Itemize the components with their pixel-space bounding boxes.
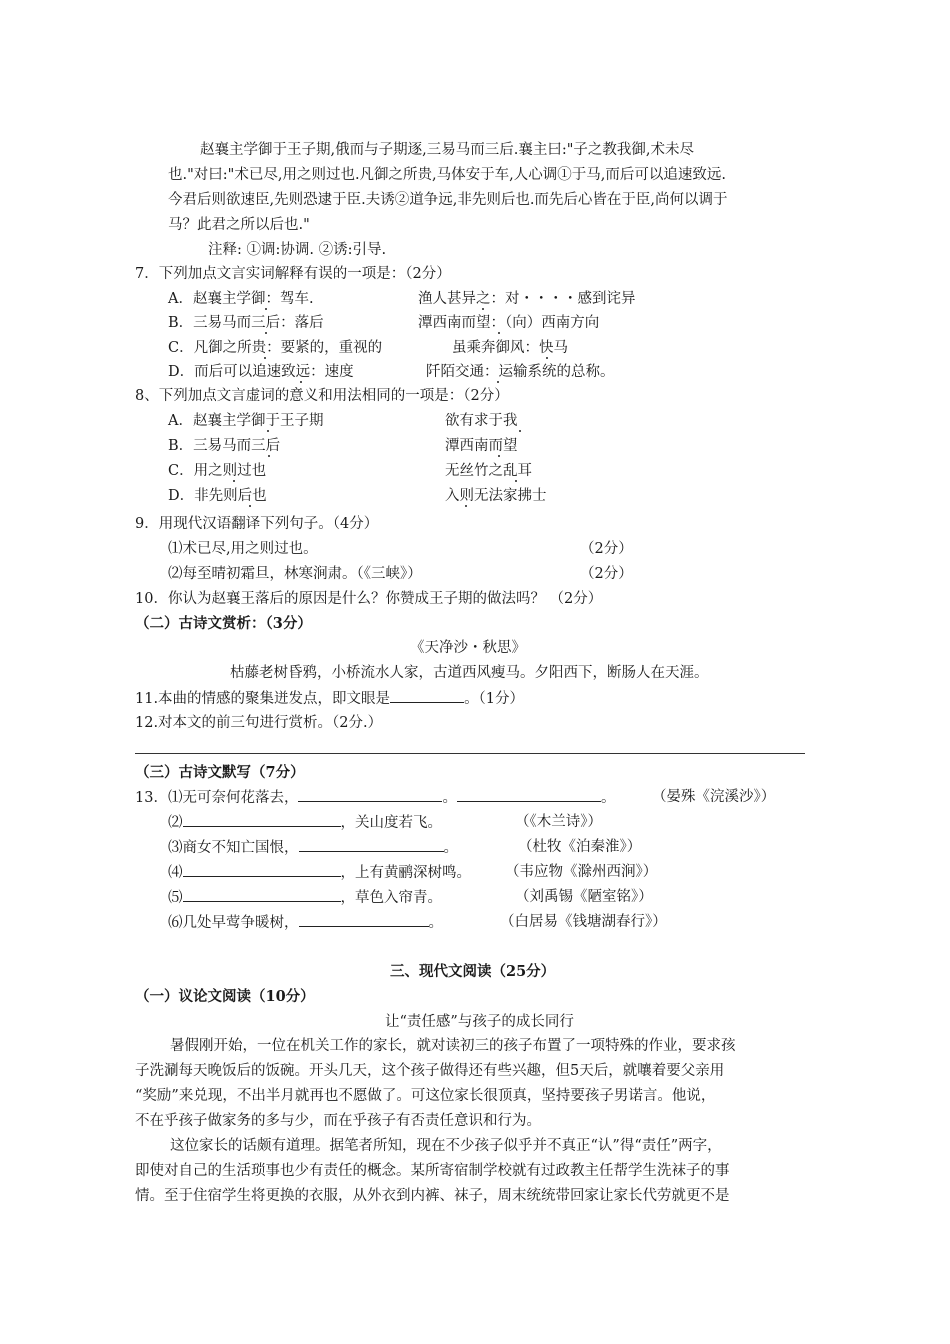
q8-option-c-right: 无丝竹之乱耳 xyxy=(445,463,532,479)
emphasis-dot xyxy=(300,381,302,383)
emphasis-dot xyxy=(233,480,235,482)
q9-item-1: ⑴术已尽,用之则过也。 xyxy=(168,541,318,557)
q11-prefix: 11.本曲的情感的聚集迸发点，即文眼是 xyxy=(135,691,391,707)
q13-item-2 xyxy=(168,812,442,833)
q13-item-6-source: （白居易《钱塘湖春行》） xyxy=(500,914,667,930)
answer-blank[interactable] xyxy=(183,887,341,902)
passage-line-1: 赵襄主学御于王子期,俄而与子期逐,三易马而三后.襄主曰:"子之教我御,术未尽 xyxy=(200,142,694,158)
emphasis-dot xyxy=(498,332,500,334)
poem-text: 枯藤老树昏鸦，小桥流水人家，古道西风瘦马。夕阳西下，断肠人在天涯。 xyxy=(230,665,709,681)
q13-item-4-prefix: ⑷ xyxy=(168,865,183,881)
answer-blank[interactable] xyxy=(299,837,444,852)
emphasis-dot xyxy=(267,430,269,432)
q7-option-d-right: 阡陌交通：运输系统的总称。 xyxy=(426,364,615,380)
emphasis-dot xyxy=(498,455,500,457)
q13-item-3 xyxy=(168,837,458,858)
q12: 12.对本文的前三句进行赏析。（2分.） xyxy=(135,715,383,731)
essay-line-3: “奖励”来兑现，不出半月就再也不愿做了。可这位家长很顶真，坚持要孩子男诺言。他说， xyxy=(135,1088,716,1104)
answer-blank[interactable] xyxy=(183,862,341,877)
q13-item-4-mid: ，上有黄鹂深树鸣。 xyxy=(340,865,471,881)
q13-item-5-source: （刘禹锡《陋室铭》） xyxy=(515,889,653,905)
q11-suffix: 。（1分） xyxy=(464,691,525,707)
q8-option-b-left: B．三易马而三后 xyxy=(168,438,281,454)
q9-stem: 9．用现代汉语翻译下列句子。（4分） xyxy=(135,516,379,532)
answer-line[interactable] xyxy=(135,753,805,754)
q7-option-b-left: B．三易马而三后：落后 xyxy=(168,315,324,331)
emphasis-dot xyxy=(264,357,266,359)
q7-option-a-right: 渔人甚异之：对・・・・感到诧异 xyxy=(418,291,636,307)
q13-item-5-mid: ，草色入帘青。 xyxy=(340,890,442,906)
part3-title: 三、现代文阅读（25分） xyxy=(390,963,556,980)
q13-item-3-mid: 。 xyxy=(443,840,458,856)
q8-option-c-left: C．用之则过也 xyxy=(168,463,267,479)
passage-notes: 注释: ①调:协调. ②诱:引导. xyxy=(208,242,387,258)
essay-line-2: 子洗涮每天晚饭后的饭碗。开头几天，这个孩子做得还有些兴趣，但5天后，就嚷着要父亲用 xyxy=(135,1063,725,1079)
q10: 10．你认为赵襄王落后的原因是什么？你赞成王子期的做法吗？ （2分） xyxy=(135,591,603,607)
emphasis-dot xyxy=(265,308,267,310)
emphasis-dot xyxy=(515,480,517,482)
answer-blank[interactable] xyxy=(183,812,341,827)
q7-option-b-right: 潭西南而望：（向）西南方向 xyxy=(418,315,600,331)
emphasis-dot xyxy=(482,308,484,310)
answer-blank[interactable] xyxy=(299,912,429,927)
q13-item-3-source: （杜牧《泊秦淮》） xyxy=(518,839,642,855)
emphasis-dot xyxy=(268,455,270,457)
q7-option-a-left: A．赵襄主学御：驾车. xyxy=(168,291,314,307)
q8-option-d-right: 入则无法家拂士 xyxy=(445,488,547,504)
emphasis-dot xyxy=(249,505,251,507)
q8-stem: 8、下列加点文言虚词的意义和用法相同的一项是：（2分） xyxy=(135,388,509,404)
section2-title: （二）古诗文赏析：（3分） xyxy=(135,615,312,632)
passage-line-4: 马？此君之所以后也." xyxy=(168,217,310,233)
q13-item-1-prefix: 13．⑴无可奈何花落去， xyxy=(135,790,299,806)
q13-item-6 xyxy=(168,912,443,933)
q13-item-1 xyxy=(135,787,615,808)
essay-line-1: 暑假刚开始，一位在机关工作的家长，就对读初三的孩子布置了一项特殊的作业，要求孩 xyxy=(170,1038,736,1054)
q13-item-5-prefix: ⑸ xyxy=(168,890,183,906)
q13-item-1-post: 。 xyxy=(600,790,616,806)
q7-stem: 7．下列加点文言实词解释有误的一项是：（2分） xyxy=(135,266,451,282)
q8-option-b-right: 潭西南而望 xyxy=(445,438,518,454)
q13-item-4-source: （韦应物《滁州西涧》） xyxy=(505,864,658,880)
essay-line-5: 这位家长的话颇有道理。据笔者所知，现在不少孩子似乎并不真正“认”得“责任”两字， xyxy=(170,1138,722,1154)
q13-item-4 xyxy=(168,862,471,883)
q9-item-1-score: （2分） xyxy=(580,541,633,557)
answer-blank[interactable] xyxy=(390,688,464,703)
emphasis-dot xyxy=(265,332,267,334)
q7-option-c-left: C．凡御之所贵：要紧的，重视的 xyxy=(168,340,383,356)
q8-option-a-left: A．赵襄主学御于王子期 xyxy=(168,413,324,429)
q13-item-6-prefix: ⑹几处早莺争暖树， xyxy=(168,915,299,931)
essay-line-6: 即使对自己的生活琐事也少有责任的概念。某所寄宿制学校就有过政教主任帮学生洗袜子的事 xyxy=(135,1163,730,1179)
q8-option-a-right: 欲有求于我 xyxy=(445,413,518,429)
essay-line-4: 不在乎孩子做家务的多与少，而在乎孩子有否责任意识和行为。 xyxy=(135,1113,541,1129)
essay-title: 让“责任感”与孩子的成长同行 xyxy=(385,1014,574,1030)
q13-item-3-prefix: ⑶商女不知亡国恨， xyxy=(168,840,299,856)
q9-item-2-score: （2分） xyxy=(580,566,633,582)
q13-item-2-mid: ，关山度若飞。 xyxy=(340,815,442,831)
q7-option-d-left: D．而后可以追速致远：速度 xyxy=(168,364,354,380)
q13-item-6-mid: 。 xyxy=(428,915,443,931)
emphasis-dot xyxy=(519,430,521,432)
q11 xyxy=(135,688,524,709)
poem-title: 《天净沙・秋思》 xyxy=(410,640,526,656)
answer-blank[interactable] xyxy=(298,787,442,802)
q13-item-5 xyxy=(168,887,442,908)
q13-item-2-source: （《木兰诗》） xyxy=(515,814,602,830)
emphasis-dot xyxy=(497,381,499,383)
q8-option-d-left: D．非先则后也 xyxy=(168,488,267,504)
passage-line-2: 也."对曰:"术已尽,用之则过也.凡御之所贵,马体安于车,人心调①于马,而后可以追速致远. xyxy=(168,167,726,183)
q13-item-1-mid: 。 xyxy=(442,790,457,806)
essay-line-7: 情。至于住宿学生将更换的衣服，从外衣到内裤、袜子，周末统统带回家让家长代劳就更不是 xyxy=(135,1188,730,1204)
q9-item-2: ⑵每至晴初霜旦，林寒涧肃。（《三峡》） xyxy=(168,566,422,582)
emphasis-dot xyxy=(465,505,467,507)
q13-item-2-prefix: ⑵ xyxy=(168,815,183,831)
q13-item-1-source: （晏殊《浣溪沙》） xyxy=(652,789,776,805)
section3-title: （三）古诗文默写（7分） xyxy=(135,764,305,781)
subsection1-title: （一）议论文阅读（10分） xyxy=(135,988,315,1005)
emphasis-dot xyxy=(546,357,548,359)
q7-option-c-right: 虽乘奔御风：快马 xyxy=(452,340,568,356)
passage-line-3: 今君后则欲速臣,先则恐逮于臣.夫诱②道争远,非先则后也.而先后心皆在于臣,尚何以调于 xyxy=(168,192,728,208)
answer-blank[interactable] xyxy=(457,787,601,802)
